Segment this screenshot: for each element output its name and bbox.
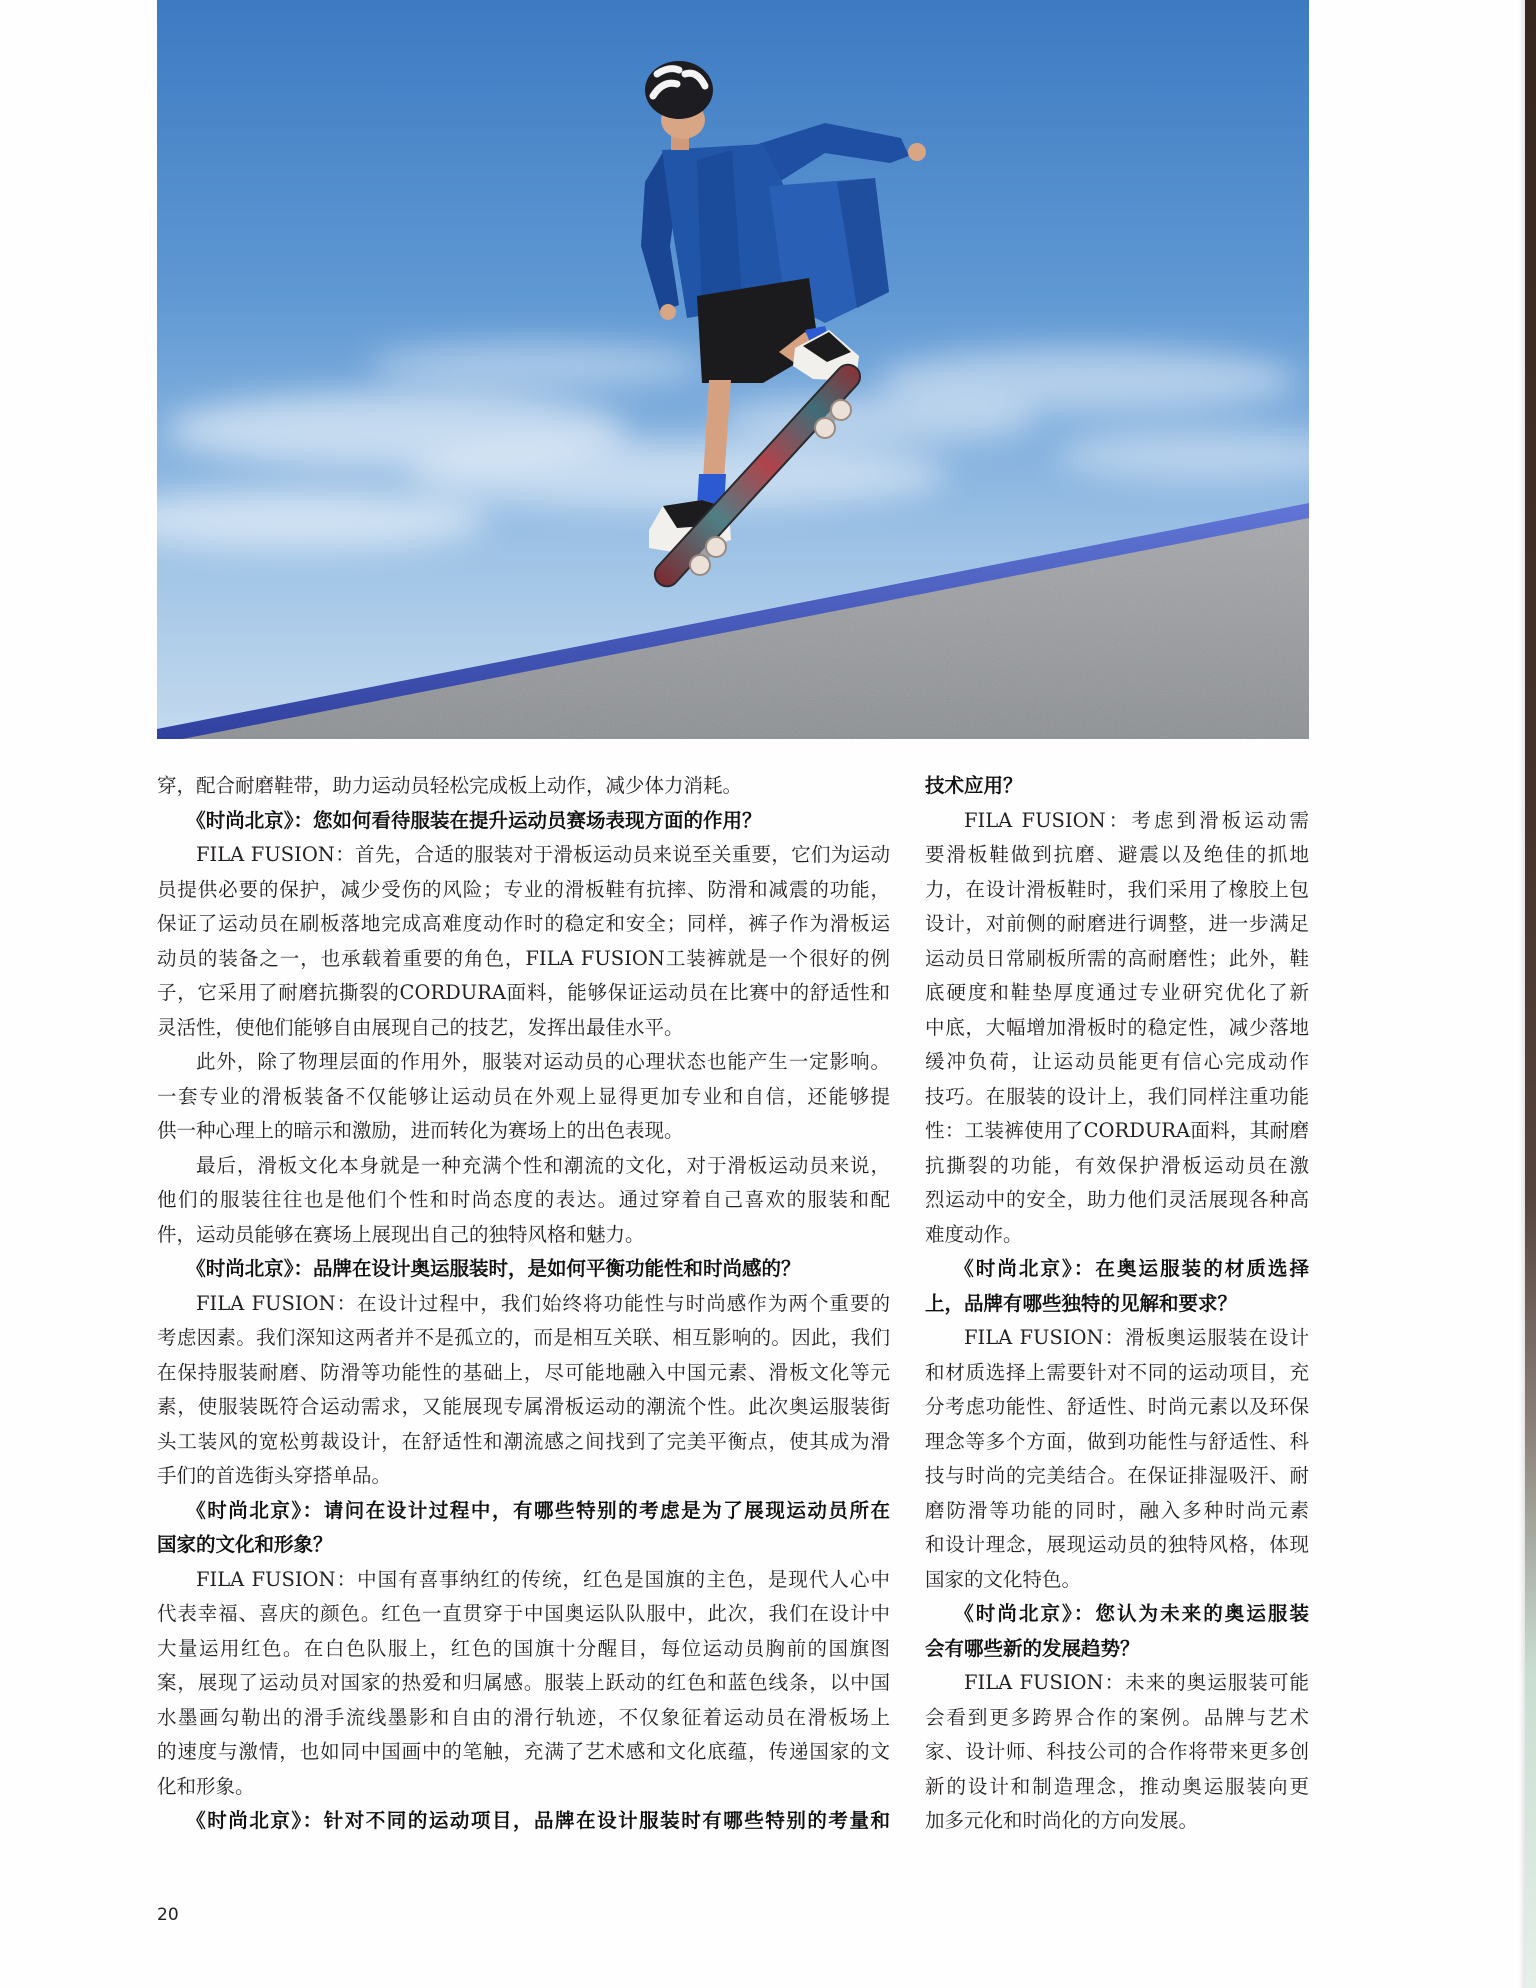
- skateboarder-photo: [157, 0, 1309, 739]
- text-line: 穿，配合耐磨鞋带，助力运动员轻松完成板上动作，减少体力消耗。: [157, 774, 743, 797]
- text-line: 手们的首选街头穿搭单品。: [157, 1464, 392, 1487]
- text-line: 《时尚北京》：您认为未来的奥运服装: [954, 1602, 1309, 1625]
- text-line: 难度动作。: [925, 1222, 1023, 1246]
- text-line: 代表幸福、喜庆的颜色。红色一直贯穿于中国奥运队队服中，此次，我们在设计中: [157, 1602, 890, 1625]
- answer-paragraph: [925, 1321, 1309, 1597]
- text-line: 头工装风的宽松剪裁设计，在舒适性和潮流感之间找到了完美平衡点，使其成为滑: [157, 1429, 890, 1453]
- text-line: 缓冲负荷，让运动员能更有信心完成动作: [925, 1050, 1309, 1073]
- text-line: 员提供必要的保护，减少受伤的风险；专业的滑板鞋有抗摔、防滑和减震的功能，: [157, 877, 890, 901]
- text-line: 的速度与激情，也如同中国画中的笔触，充满了艺术感和文化底蕴，传递国家的文: [157, 1740, 890, 1763]
- interview-question: [925, 769, 1309, 804]
- text-line: 案，展现了运动员对国家的热爱和归属感。服装上跃动的红色和蓝色线条，以中国: [157, 1671, 890, 1694]
- text-line: 化和形象。: [157, 1774, 255, 1798]
- answer-paragraph: [157, 1563, 890, 1805]
- interview-question: [157, 1804, 890, 1839]
- page-edge: [1525, 0, 1536, 1988]
- text-line: 磨防滑等功能的同时，融入多种时尚元素: [925, 1498, 1309, 1522]
- text-line: 家、设计师、科技公司的合作将带来更多创: [925, 1740, 1309, 1763]
- text-line: 新的设计和制造理念，推动奥运服装向更: [925, 1774, 1309, 1798]
- text-line: 抗撕裂的功能，有效保护滑板运动员在激: [925, 1153, 1309, 1177]
- page-number: 20: [157, 1905, 179, 1925]
- interview-question: [157, 1252, 890, 1287]
- text-line: 技巧。在服装的设计上，我们同样注重功能: [925, 1084, 1309, 1108]
- answer-paragraph: [157, 1045, 890, 1149]
- text-line: FILA FUSION：考虑到滑板运动需: [964, 808, 1309, 832]
- text-line: 中底，大幅增加滑板时的稳定性，减少落地: [925, 1015, 1309, 1039]
- text-line: 保证了运动员在刷板落地完成高难度动作时的稳定和安全；同样，裤子作为滑板运: [157, 912, 890, 935]
- answer-paragraph: [157, 1287, 890, 1494]
- text-line: FILA FUSION：首先，合适的服装对于滑板运动员来说至关重要，它们为运动: [196, 843, 890, 866]
- text-line: 要滑板鞋做到抗磨、避震以及绝佳的抓地: [925, 843, 1309, 866]
- text-line: 技术应用？: [925, 774, 1023, 797]
- text-line: 件，运动员能够在赛场上展现出自己的独特风格和魅力。: [157, 1222, 645, 1246]
- text-line: 最后，滑板文化本身就是一种充满个性和潮流的文化，对于滑板运动员来说，: [196, 1153, 890, 1177]
- answer-paragraph: [157, 838, 890, 1045]
- text-line: FILA FUSION：滑板奥运服装在设计: [964, 1326, 1309, 1349]
- text-line: 灵活性，使他们能够自由展现自己的技艺，发挥出最佳水平。: [157, 1015, 684, 1039]
- text-line: 底硬度和鞋垫厚度通过专业研究优化了新: [925, 981, 1309, 1004]
- text-line: FILA FUSION：未来的奥运服装可能: [964, 1671, 1309, 1694]
- text-line: 素，使服装既符合运动需求，又能展现专属滑板运动的潮流个性。此次奥运服装街: [157, 1395, 890, 1418]
- text-line: 理念等多个方面，做到功能性与舒适性、科: [925, 1429, 1309, 1453]
- left-text-column: [157, 769, 890, 1839]
- right-text-column: [925, 769, 1309, 1839]
- text-line: 会看到更多跨界合作的案例。品牌与艺术: [925, 1705, 1309, 1729]
- photo-illustration: [157, 0, 1309, 739]
- interview-question: [157, 804, 890, 839]
- text-line: 《时尚北京》：品牌在设计奥运服装时，是如何平衡功能性和时尚感的？: [186, 1257, 801, 1280]
- text-line: 考虑因素。我们深知这两者并不是孤立的，而是相互关联、相互影响的。因此，我们: [157, 1326, 890, 1349]
- text-line: 水墨画勾勒出的滑手流线墨影和自由的滑行轨迹，不仅象征着运动员在滑板场上: [157, 1705, 890, 1729]
- text-line: 上，品牌有哪些独特的见解和要求？: [925, 1291, 1238, 1315]
- text-line: 力，在设计滑板鞋时，我们采用了橡胶上包: [925, 877, 1309, 901]
- answer-paragraph: [157, 1149, 890, 1253]
- text-line: 在保持服装耐磨、防滑等功能性的基础上，尽可能地融入中国元素、滑板文化等元: [157, 1360, 890, 1384]
- text-line: 动员的装备之一，也承载着重要的角色，FILA FUSION工装裤就是一个很好的例: [157, 946, 890, 970]
- interview-question: [157, 1494, 890, 1563]
- text-line: 分考虑功能性、舒适性、时尚元素以及环保: [925, 1395, 1309, 1418]
- text-line: 供一种心理上的暗示和激励，进而转化为赛场上的出色表现。: [157, 1119, 684, 1142]
- text-line: 他们的服装往往也是他们个性和时尚态度的表达。通过穿着自己喜欢的服装和配: [157, 1188, 890, 1211]
- text-line: 大量运用红色。在白色队服上，红色的国旗十分醒目，每位运动员胸前的国旗图: [157, 1636, 890, 1660]
- text-line: 国家的文化特色。: [925, 1567, 1082, 1591]
- interview-question: [925, 1252, 1309, 1321]
- text-line: 会有哪些新的发展趋势？: [925, 1636, 1140, 1660]
- text-line: 性：工装裤使用了CORDURA面料，其耐磨: [925, 1119, 1309, 1142]
- text-line: 和材质选择上需要针对不同的运动项目，充: [925, 1360, 1309, 1384]
- text-line: 烈运动中的安全，助力他们灵活展现各种高: [925, 1188, 1309, 1211]
- text-line: 国家的文化和形象？: [157, 1533, 333, 1556]
- text-line: 《时尚北京》：针对不同的运动项目，品牌在设计服装时有哪些特别的考量和: [186, 1809, 890, 1832]
- text-line: 设计，对前侧的耐磨进行调整，进一步满足: [925, 912, 1309, 935]
- text-line: 和设计理念，展现运动员的独特风格，体现: [925, 1533, 1309, 1556]
- text-line: 《时尚北京》：在奥运服装的材质选择: [954, 1257, 1309, 1280]
- answer-paragraph: [157, 769, 890, 804]
- text-line: FILA FUSION：在设计过程中，我们始终将功能性与时尚感作为两个重要的: [196, 1291, 890, 1315]
- text-line: 技与时尚的完美结合。在保证排湿吸汗、耐: [925, 1464, 1309, 1487]
- interview-question: [925, 1597, 1309, 1666]
- answer-paragraph: [925, 804, 1309, 1253]
- answer-paragraph: [925, 1666, 1309, 1839]
- text-line: 运动员日常刷板所需的高耐磨性；此外，鞋: [925, 946, 1309, 970]
- text-line: 《时尚北京》：请问在设计过程中，有哪些特别的考虑是为了展现运动员所在: [186, 1498, 890, 1522]
- text-line: 《时尚北京》：您如何看待服装在提升运动员赛场表现方面的作用？: [186, 808, 762, 832]
- text-line: 加多元化和时尚化的方向发展。: [925, 1809, 1199, 1832]
- text-line: FILA FUSION：中国有喜事纳红的传统，红色是国旗的主色，是现代人心中: [196, 1567, 890, 1591]
- text-line: 子，它采用了耐磨抗撕裂的CORDURA面料，能够保证运动员在比赛中的舒适性和: [157, 981, 890, 1004]
- text-line: 此外，除了物理层面的作用外，服装对运动员的心理状态也能产生一定影响。: [196, 1050, 890, 1073]
- text-line: 一套专业的滑板装备不仅能够让运动员在外观上显得更加专业和自信，还能够提: [157, 1084, 890, 1108]
